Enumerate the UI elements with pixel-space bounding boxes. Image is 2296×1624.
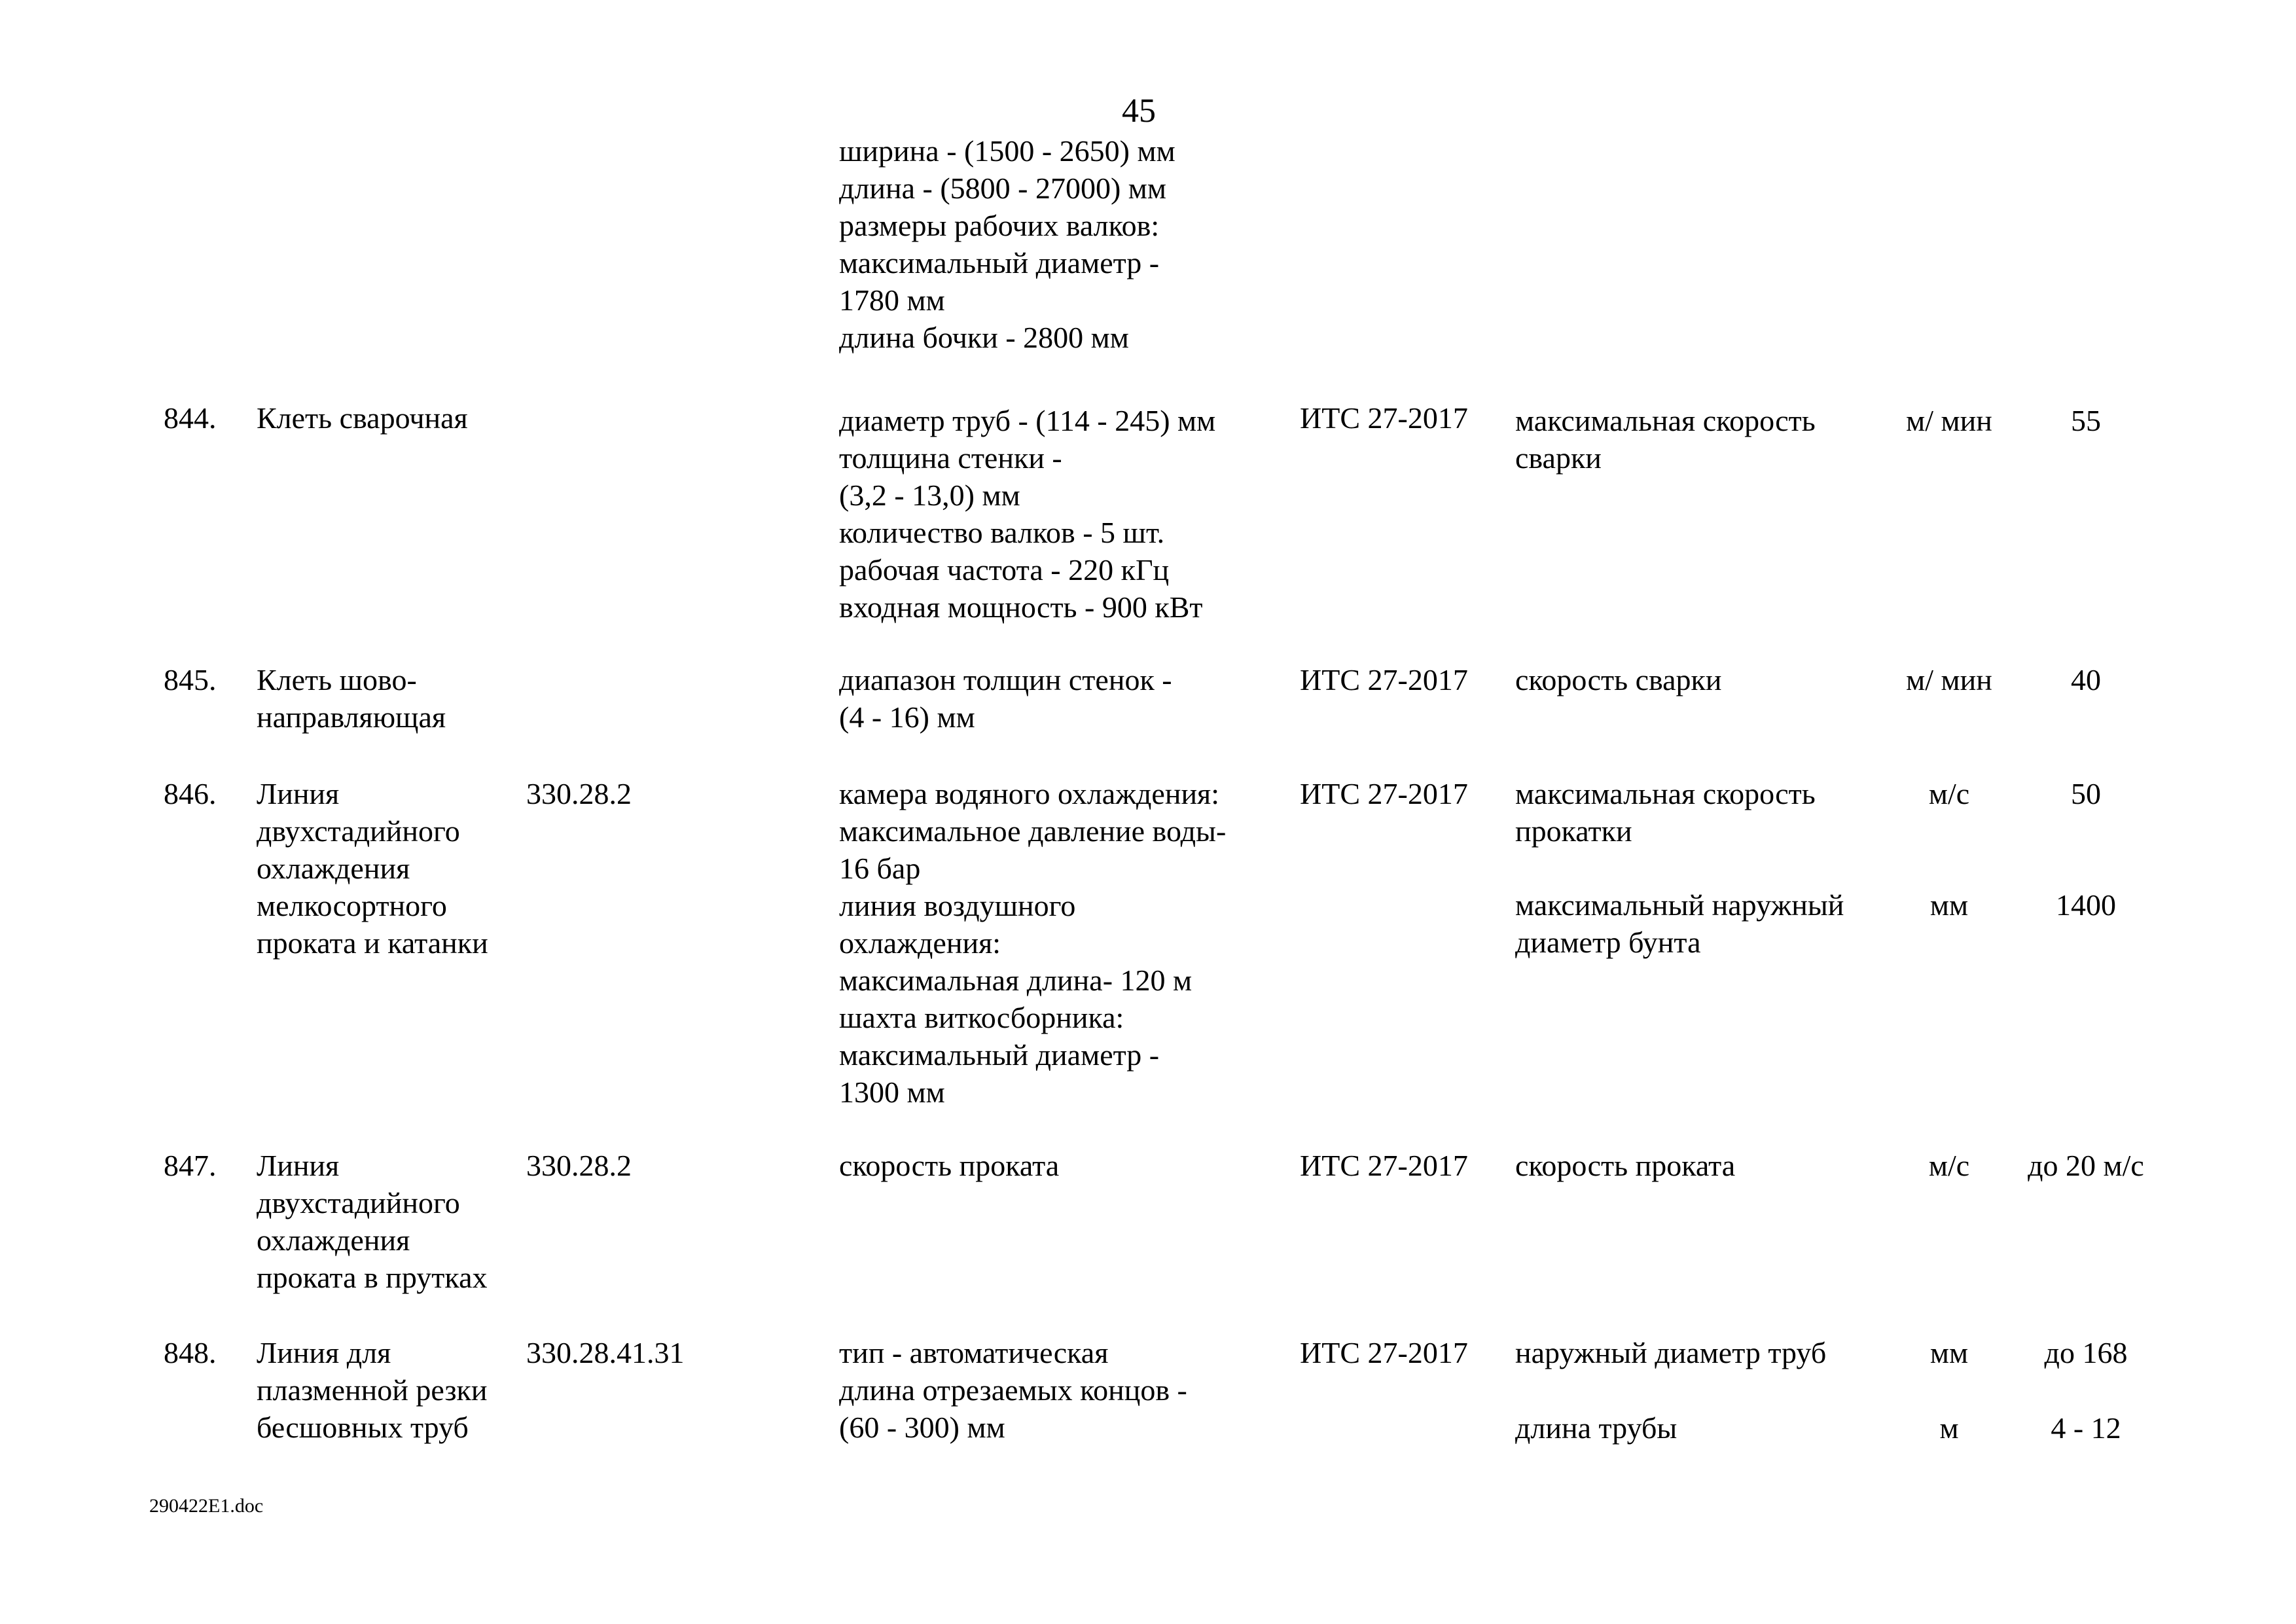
text-line: 16 бар <box>839 852 921 885</box>
text-line: Клеть шово- <box>257 663 417 696</box>
parameter-value: 4 - 12 <box>2051 1411 2121 1445</box>
its-reference: ИТС 27-2017 <box>1300 777 1468 810</box>
text-line: направляющая <box>257 700 446 734</box>
text-line: сварки <box>1515 441 1602 475</box>
text-line: проката в прутках <box>257 1261 488 1294</box>
text-line: рабочая частота - 220 кГц <box>839 553 1170 586</box>
parameter-value: 55 <box>2071 404 2101 437</box>
parameter-unit: мм <box>1929 1336 1969 1369</box>
text-line: Клеть сварочная <box>257 401 468 435</box>
continued-characteristics <box>839 132 1175 356</box>
text-line: проката и катанки <box>257 926 488 960</box>
text-line: двухстадийного <box>257 814 460 848</box>
parameter-value: до 20 м/с <box>2028 1149 2144 1182</box>
technical-characteristics <box>839 775 1226 1111</box>
parameter-name <box>1515 886 1844 961</box>
parameter-unit: м/ мин <box>1906 404 1992 437</box>
okpd-code: 330.28.2 <box>526 1149 632 1182</box>
text-line: Линия <box>257 777 340 810</box>
page-number: 45 <box>1122 92 1156 130</box>
text-line: плазменной резки <box>257 1373 488 1407</box>
text-line: (3,2 - 13,0) мм <box>839 478 1020 512</box>
text-line: камера водяного охлаждения: <box>839 777 1219 810</box>
text-line: максимальная скорость <box>1515 404 1816 437</box>
text-line: максимальная скорость <box>1515 777 1816 810</box>
parameter-unit: м/с <box>1928 777 1970 810</box>
text-line: охлаждения <box>257 852 410 885</box>
text-line: диаметр бунта <box>1515 926 1701 959</box>
parameter-name <box>1515 1147 1735 1184</box>
document-filename: 290422E1.doc <box>149 1495 264 1517</box>
parameter-unit: мм <box>1929 888 1969 922</box>
its-reference: ИТС 27-2017 <box>1300 663 1468 696</box>
text-line: длина отрезаемых концов - <box>839 1373 1187 1407</box>
text-line: диапазон толщин стенок - <box>839 663 1172 696</box>
parameter-value: до 168 <box>2044 1336 2128 1369</box>
text-line: толщина стенки - <box>839 441 1062 475</box>
parameter-unit: м <box>1939 1411 1959 1445</box>
text-line: 1780 мм <box>839 283 945 317</box>
parameter-value: 50 <box>2071 777 2101 810</box>
parameter-name <box>1515 1334 1826 1371</box>
text-line: диаметр труб - (114 - 245) мм <box>839 404 1216 437</box>
its-reference: ИТС 27-2017 <box>1300 401 1468 435</box>
equipment-name <box>257 775 488 962</box>
parameter-name <box>1515 661 1722 698</box>
text-line: максимальный диаметр - <box>839 246 1160 280</box>
text-line: ширина - (1500 - 2650) мм <box>839 134 1175 168</box>
okpd-code: 330.28.41.31 <box>526 1336 685 1369</box>
equipment-name <box>257 661 446 736</box>
row-number: 846. <box>164 777 217 810</box>
text-line: 1300 мм <box>839 1075 945 1109</box>
row-number: 845. <box>164 663 217 696</box>
parameter-name <box>1515 402 1816 477</box>
text-line: охлаждения: <box>839 926 1001 960</box>
text-line: длина трубы <box>1515 1411 1677 1445</box>
technical-characteristics <box>839 402 1215 626</box>
text-line: длина - (5800 - 27000) мм <box>839 171 1167 205</box>
equipment-name <box>257 399 468 437</box>
parameter-name <box>1515 775 1816 850</box>
text-line: максимальная длина- 120 м <box>839 964 1193 997</box>
text-line: Линия <box>257 1149 340 1182</box>
text-line: Линия для <box>257 1336 391 1369</box>
parameter-value: 1400 <box>2056 888 2116 922</box>
text-line: (60 - 300) мм <box>839 1411 1005 1444</box>
text-line: охлаждения <box>257 1223 410 1257</box>
text-line: длина бочки - 2800 мм <box>839 321 1129 354</box>
parameter-unit: м/ мин <box>1906 663 1992 696</box>
technical-characteristics <box>839 1334 1187 1446</box>
text-line: максимальный диаметр - <box>839 1038 1160 1072</box>
text-line: тип - автоматическая <box>839 1336 1109 1369</box>
row-number: 844. <box>164 401 217 435</box>
text-line: скорость проката <box>839 1149 1060 1182</box>
text-line: наружный диаметр труб <box>1515 1336 1827 1369</box>
okpd-code: 330.28.2 <box>526 777 632 810</box>
text-line: прокатки <box>1515 814 1632 848</box>
text-line: (4 - 16) мм <box>839 700 975 734</box>
text-line: размеры рабочих валков: <box>839 209 1160 242</box>
text-line: скорость проката <box>1515 1149 1736 1182</box>
text-line: бесшовных труб <box>257 1411 469 1444</box>
parameter-name <box>1515 1409 1677 1447</box>
text-line: количество валков - 5 шт. <box>839 516 1165 549</box>
text-line: двухстадийного <box>257 1186 460 1219</box>
technical-characteristics <box>839 1147 1059 1184</box>
equipment-name <box>257 1147 487 1296</box>
text-line: максимальное давление воды- <box>839 814 1227 848</box>
text-line: линия воздушного <box>839 889 1076 922</box>
text-line: максимальный наружный <box>1515 888 1844 922</box>
technical-characteristics <box>839 661 1172 736</box>
parameter-unit: м/с <box>1928 1149 1970 1182</box>
row-number: 848. <box>164 1336 217 1369</box>
text-line: скорость сварки <box>1515 663 1722 696</box>
row-number: 847. <box>164 1149 217 1182</box>
its-reference: ИТС 27-2017 <box>1300 1149 1468 1182</box>
text-line: шахта виткосборника: <box>839 1001 1124 1034</box>
parameter-value: 40 <box>2071 663 2101 696</box>
equipment-name <box>257 1334 488 1446</box>
its-reference: ИТС 27-2017 <box>1300 1336 1468 1369</box>
text-line: мелкосортного <box>257 889 447 922</box>
text-line: входная мощность - 900 кВт <box>839 590 1203 624</box>
